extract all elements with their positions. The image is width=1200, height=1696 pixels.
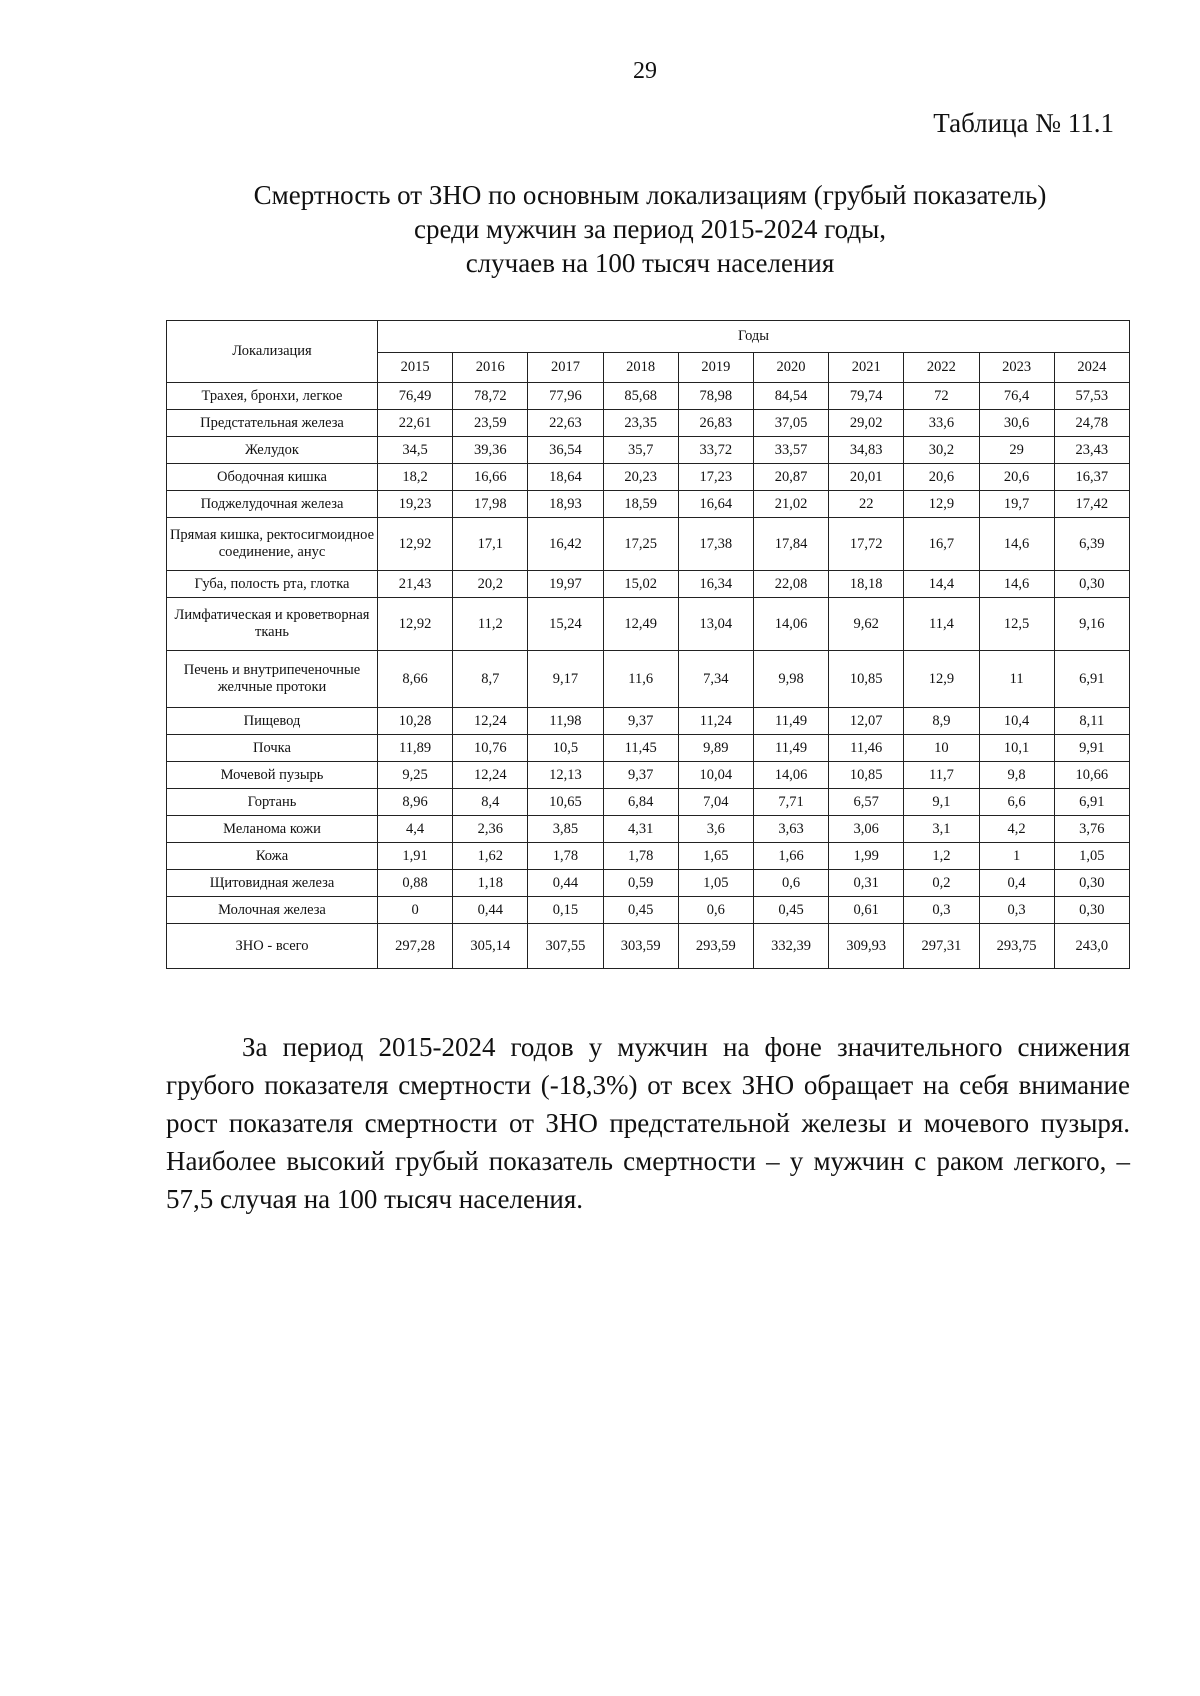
table-row bbox=[167, 437, 1130, 464]
row-label: Трахея, бронхи, легкое bbox=[167, 383, 378, 410]
row-label: Меланома кожи bbox=[167, 816, 378, 843]
table-cell: 16,64 bbox=[678, 491, 753, 518]
table-cell: 309,93 bbox=[829, 924, 904, 969]
table-cell: 18,2 bbox=[378, 464, 453, 491]
table-cell: 11,89 bbox=[378, 735, 453, 762]
table-cell: 12,24 bbox=[453, 762, 528, 789]
table-cell: 1,05 bbox=[678, 870, 753, 897]
table-cell: 1,66 bbox=[753, 843, 828, 870]
table-cell: 21,02 bbox=[753, 491, 828, 518]
row-label: Печень и внутрипеченочные желчные протоки bbox=[167, 651, 378, 708]
table-title bbox=[130, 178, 1170, 280]
table-cell: 10,65 bbox=[528, 789, 603, 816]
table-cell: 15,24 bbox=[528, 598, 603, 651]
table-cell: 18,18 bbox=[829, 571, 904, 598]
table-cell: 8,4 bbox=[453, 789, 528, 816]
year-header: 2019 bbox=[678, 353, 753, 383]
table-cell: 17,25 bbox=[603, 518, 678, 571]
table-cell: 9,8 bbox=[979, 762, 1054, 789]
title-line: Смертность от ЗНО по основным локализациям (грубый показатель) bbox=[253, 180, 1047, 210]
year-header: 2015 bbox=[378, 353, 453, 383]
table-cell: 297,28 bbox=[378, 924, 453, 969]
table-row bbox=[167, 762, 1130, 789]
table-cell: 10,76 bbox=[453, 735, 528, 762]
table-cell: 30,6 bbox=[979, 410, 1054, 437]
table-cell: 17,42 bbox=[1054, 491, 1129, 518]
year-header: 2017 bbox=[528, 353, 603, 383]
table-cell: 0,4 bbox=[979, 870, 1054, 897]
table-cell: 33,6 bbox=[904, 410, 979, 437]
table-cell: 14,6 bbox=[979, 518, 1054, 571]
table-cell: 19,23 bbox=[378, 491, 453, 518]
row-label: Гортань bbox=[167, 789, 378, 816]
table-cell: 12,5 bbox=[979, 598, 1054, 651]
table-cell: 0,3 bbox=[904, 897, 979, 924]
table-row bbox=[167, 897, 1130, 924]
table-cell: 19,97 bbox=[528, 571, 603, 598]
table-cell: 1 bbox=[979, 843, 1054, 870]
year-header: 2024 bbox=[1054, 353, 1129, 383]
table-row bbox=[167, 843, 1130, 870]
year-header: 2021 bbox=[829, 353, 904, 383]
table-cell: 293,59 bbox=[678, 924, 753, 969]
table-cell: 23,43 bbox=[1054, 437, 1129, 464]
table-cell: 10,5 bbox=[528, 735, 603, 762]
table-row bbox=[167, 651, 1130, 708]
table-cell: 17,72 bbox=[829, 518, 904, 571]
table-cell: 8,11 bbox=[1054, 708, 1129, 735]
table-cell: 78,72 bbox=[453, 383, 528, 410]
summary-paragraph: За период 2015-2024 годов у мужчин на фоне значительного снижения грубого показателя смертности (-18,3%) от всех ЗНО обращает на себя внимание рост показателя смертности от ЗНО предстательной железы и мочевого пузыря. Наиболее высокий грубый показатель смертности – у мужчин с раком легкого, – 57,5 случая на 100 тысяч населения. bbox=[166, 1032, 1130, 1214]
table-cell: 1,99 bbox=[829, 843, 904, 870]
table-cell: 0,31 bbox=[829, 870, 904, 897]
table-cell: 11,4 bbox=[904, 598, 979, 651]
table-cell: 17,38 bbox=[678, 518, 753, 571]
table-cell: 8,96 bbox=[378, 789, 453, 816]
table-cell: 307,55 bbox=[528, 924, 603, 969]
row-label: Почка bbox=[167, 735, 378, 762]
years-header: Годы bbox=[378, 321, 1130, 353]
year-header: 2022 bbox=[904, 353, 979, 383]
table-cell: 9,37 bbox=[603, 762, 678, 789]
table-cell: 79,74 bbox=[829, 383, 904, 410]
table-cell: 10,4 bbox=[979, 708, 1054, 735]
table-cell: 33,57 bbox=[753, 437, 828, 464]
table-cell: 297,31 bbox=[904, 924, 979, 969]
table-cell: 11,49 bbox=[753, 708, 828, 735]
table-cell: 15,02 bbox=[603, 571, 678, 598]
row-label: Кожа bbox=[167, 843, 378, 870]
table-cell: 23,59 bbox=[453, 410, 528, 437]
table-cell: 12,24 bbox=[453, 708, 528, 735]
table-cell: 293,75 bbox=[979, 924, 1054, 969]
table-cell: 16,34 bbox=[678, 571, 753, 598]
table-cell: 9,1 bbox=[904, 789, 979, 816]
table-row bbox=[167, 383, 1130, 410]
row-label: Пищевод bbox=[167, 708, 378, 735]
page-number: 29 bbox=[633, 58, 657, 84]
table-cell: 3,6 bbox=[678, 816, 753, 843]
table-cell: 6,91 bbox=[1054, 789, 1129, 816]
row-label: Мочевой пузырь bbox=[167, 762, 378, 789]
table-number: Таблица № 11.1 bbox=[933, 108, 1114, 138]
year-header: 2016 bbox=[453, 353, 528, 383]
table-cell: 35,7 bbox=[603, 437, 678, 464]
table-cell: 2,36 bbox=[453, 816, 528, 843]
table-cell: 0,3 bbox=[979, 897, 1054, 924]
table-cell: 34,5 bbox=[378, 437, 453, 464]
table-cell: 11,2 bbox=[453, 598, 528, 651]
table-cell: 36,54 bbox=[528, 437, 603, 464]
table-cell: 11 bbox=[979, 651, 1054, 708]
year-header: 2020 bbox=[753, 353, 828, 383]
table-cell: 18,59 bbox=[603, 491, 678, 518]
table-cell: 9,37 bbox=[603, 708, 678, 735]
table-cell: 12,9 bbox=[904, 491, 979, 518]
table-cell: 0,30 bbox=[1054, 870, 1129, 897]
table-cell: 39,36 bbox=[453, 437, 528, 464]
table-cell: 0,61 bbox=[829, 897, 904, 924]
table-cell: 243,0 bbox=[1054, 924, 1129, 969]
year-header: 2018 bbox=[603, 353, 678, 383]
table-cell: 17,1 bbox=[453, 518, 528, 571]
table-cell: 16,7 bbox=[904, 518, 979, 571]
table-cell: 22,63 bbox=[528, 410, 603, 437]
table-row bbox=[167, 491, 1130, 518]
table-cell: 10,66 bbox=[1054, 762, 1129, 789]
table-cell: 10,85 bbox=[829, 762, 904, 789]
table-cell: 17,98 bbox=[453, 491, 528, 518]
table-cell: 7,71 bbox=[753, 789, 828, 816]
table-cell: 11,45 bbox=[603, 735, 678, 762]
table-cell: 10,28 bbox=[378, 708, 453, 735]
table-cell: 16,66 bbox=[453, 464, 528, 491]
table-cell: 7,04 bbox=[678, 789, 753, 816]
table-cell: 30,2 bbox=[904, 437, 979, 464]
table-cell: 18,93 bbox=[528, 491, 603, 518]
table-cell: 305,14 bbox=[453, 924, 528, 969]
table-cell: 77,96 bbox=[528, 383, 603, 410]
table-cell: 26,83 bbox=[678, 410, 753, 437]
table-cell: 0,45 bbox=[753, 897, 828, 924]
table-cell: 29,02 bbox=[829, 410, 904, 437]
table-row bbox=[167, 735, 1130, 762]
table-cell: 20,6 bbox=[904, 464, 979, 491]
table-cell: 10,1 bbox=[979, 735, 1054, 762]
table-cell: 12,92 bbox=[378, 518, 453, 571]
table-cell: 18,64 bbox=[528, 464, 603, 491]
table-cell: 1,78 bbox=[528, 843, 603, 870]
table-cell: 0,30 bbox=[1054, 571, 1129, 598]
table-cell: 6,84 bbox=[603, 789, 678, 816]
table-cell: 20,01 bbox=[829, 464, 904, 491]
row-label: Лимфатическая и кроветворная ткань bbox=[167, 598, 378, 651]
table-cell: 34,83 bbox=[829, 437, 904, 464]
row-label: Прямая кишка, ректосигмоидное соединение, анус bbox=[167, 518, 378, 571]
table-cell: 14,06 bbox=[753, 598, 828, 651]
table-cell: 16,37 bbox=[1054, 464, 1129, 491]
table-cell: 10 bbox=[904, 735, 979, 762]
table-cell: 4,4 bbox=[378, 816, 453, 843]
table-cell: 0,88 bbox=[378, 870, 453, 897]
table-cell: 10,04 bbox=[678, 762, 753, 789]
table-cell: 0,6 bbox=[678, 897, 753, 924]
row-label: Молочная железа bbox=[167, 897, 378, 924]
table-cell: 6,39 bbox=[1054, 518, 1129, 571]
table-cell: 11,49 bbox=[753, 735, 828, 762]
table-cell: 85,68 bbox=[603, 383, 678, 410]
table-cell: 1,2 bbox=[904, 843, 979, 870]
table-cell: 1,78 bbox=[603, 843, 678, 870]
table-cell: 22,61 bbox=[378, 410, 453, 437]
table-cell: 11,98 bbox=[528, 708, 603, 735]
table-cell: 33,72 bbox=[678, 437, 753, 464]
table-cell: 1,18 bbox=[453, 870, 528, 897]
table-cell: 9,89 bbox=[678, 735, 753, 762]
year-header: 2023 bbox=[979, 353, 1054, 383]
table-cell: 12,07 bbox=[829, 708, 904, 735]
table-cell: 7,34 bbox=[678, 651, 753, 708]
table-cell: 0,2 bbox=[904, 870, 979, 897]
table-cell: 19,7 bbox=[979, 491, 1054, 518]
table-cell: 1,05 bbox=[1054, 843, 1129, 870]
table-cell: 78,98 bbox=[678, 383, 753, 410]
table-cell: 9,62 bbox=[829, 598, 904, 651]
table-cell: 14,4 bbox=[904, 571, 979, 598]
location-header: Локализация bbox=[167, 321, 378, 383]
row-label: Поджелудочная железа bbox=[167, 491, 378, 518]
table-cell: 21,43 bbox=[378, 571, 453, 598]
table-row bbox=[167, 708, 1130, 735]
table-cell: 6,91 bbox=[1054, 651, 1129, 708]
row-label: Губа, полость рта, глотка bbox=[167, 571, 378, 598]
table-cell: 8,9 bbox=[904, 708, 979, 735]
table-cell: 6,57 bbox=[829, 789, 904, 816]
table-cell: 1,91 bbox=[378, 843, 453, 870]
table-cell: 0,6 bbox=[753, 870, 828, 897]
table-cell: 12,92 bbox=[378, 598, 453, 651]
table-cell: 11,7 bbox=[904, 762, 979, 789]
table-cell: 8,7 bbox=[453, 651, 528, 708]
table-cell: 8,66 bbox=[378, 651, 453, 708]
table-cell: 12,13 bbox=[528, 762, 603, 789]
table-cell: 0 bbox=[378, 897, 453, 924]
table-cell: 14,06 bbox=[753, 762, 828, 789]
table-cell: 12,9 bbox=[904, 651, 979, 708]
table-cell: 9,25 bbox=[378, 762, 453, 789]
table-cell: 3,85 bbox=[528, 816, 603, 843]
table-cell: 9,16 bbox=[1054, 598, 1129, 651]
table-cell: 12,49 bbox=[603, 598, 678, 651]
table-cell: 37,05 bbox=[753, 410, 828, 437]
table-cell: 0,45 bbox=[603, 897, 678, 924]
table-cell: 9,98 bbox=[753, 651, 828, 708]
table-row bbox=[167, 870, 1130, 897]
row-label: Ободочная кишка bbox=[167, 464, 378, 491]
table-row bbox=[167, 464, 1130, 491]
table-cell: 4,31 bbox=[603, 816, 678, 843]
table-cell: 11,6 bbox=[603, 651, 678, 708]
table-cell: 3,63 bbox=[753, 816, 828, 843]
table-row bbox=[167, 410, 1130, 437]
row-label: ЗНО - всего bbox=[167, 924, 378, 969]
row-label: Щитовидная железа bbox=[167, 870, 378, 897]
row-label: Желудок bbox=[167, 437, 378, 464]
table-cell: 20,6 bbox=[979, 464, 1054, 491]
table-cell: 17,84 bbox=[753, 518, 828, 571]
table-cell: 22 bbox=[829, 491, 904, 518]
table-cell: 3,1 bbox=[904, 816, 979, 843]
table-row bbox=[167, 571, 1130, 598]
table-cell: 3,76 bbox=[1054, 816, 1129, 843]
table-row bbox=[167, 598, 1130, 651]
table-cell: 14,6 bbox=[979, 571, 1054, 598]
table-cell: 17,23 bbox=[678, 464, 753, 491]
table-row bbox=[167, 518, 1130, 571]
title-line: случаев на 100 тысяч населения bbox=[465, 248, 835, 278]
table-cell: 76,4 bbox=[979, 383, 1054, 410]
table-cell: 0,59 bbox=[603, 870, 678, 897]
table-cell: 0,44 bbox=[453, 897, 528, 924]
table-cell: 84,54 bbox=[753, 383, 828, 410]
table-cell: 23,35 bbox=[603, 410, 678, 437]
table-cell: 1,65 bbox=[678, 843, 753, 870]
table-cell: 20,2 bbox=[453, 571, 528, 598]
table-cell: 10,85 bbox=[829, 651, 904, 708]
table-cell: 24,78 bbox=[1054, 410, 1129, 437]
table-cell: 0,30 bbox=[1054, 897, 1129, 924]
table-cell: 13,04 bbox=[678, 598, 753, 651]
table-cell: 9,91 bbox=[1054, 735, 1129, 762]
table-cell: 0,15 bbox=[528, 897, 603, 924]
table-cell: 29 bbox=[979, 437, 1054, 464]
row-label: Предстательная железа bbox=[167, 410, 378, 437]
table-cell: 303,59 bbox=[603, 924, 678, 969]
table-cell: 16,42 bbox=[528, 518, 603, 571]
table-row bbox=[167, 816, 1130, 843]
table-row bbox=[167, 789, 1130, 816]
table-cell: 72 bbox=[904, 383, 979, 410]
table-cell: 76,49 bbox=[378, 383, 453, 410]
table-cell: 11,24 bbox=[678, 708, 753, 735]
table-cell: 6,6 bbox=[979, 789, 1054, 816]
table-cell: 332,39 bbox=[753, 924, 828, 969]
table-cell: 9,17 bbox=[528, 651, 603, 708]
table-cell: 20,23 bbox=[603, 464, 678, 491]
table-cell: 1,62 bbox=[453, 843, 528, 870]
table-row bbox=[167, 924, 1130, 969]
table-cell: 3,06 bbox=[829, 816, 904, 843]
table-cell: 11,46 bbox=[829, 735, 904, 762]
table-cell: 4,2 bbox=[979, 816, 1054, 843]
table-cell: 22,08 bbox=[753, 571, 828, 598]
table-cell: 20,87 bbox=[753, 464, 828, 491]
table-cell: 57,53 bbox=[1054, 383, 1129, 410]
mortality-table bbox=[166, 320, 1130, 969]
table-cell: 0,44 bbox=[528, 870, 603, 897]
title-line: среди мужчин за период 2015-2024 годы, bbox=[414, 214, 886, 244]
